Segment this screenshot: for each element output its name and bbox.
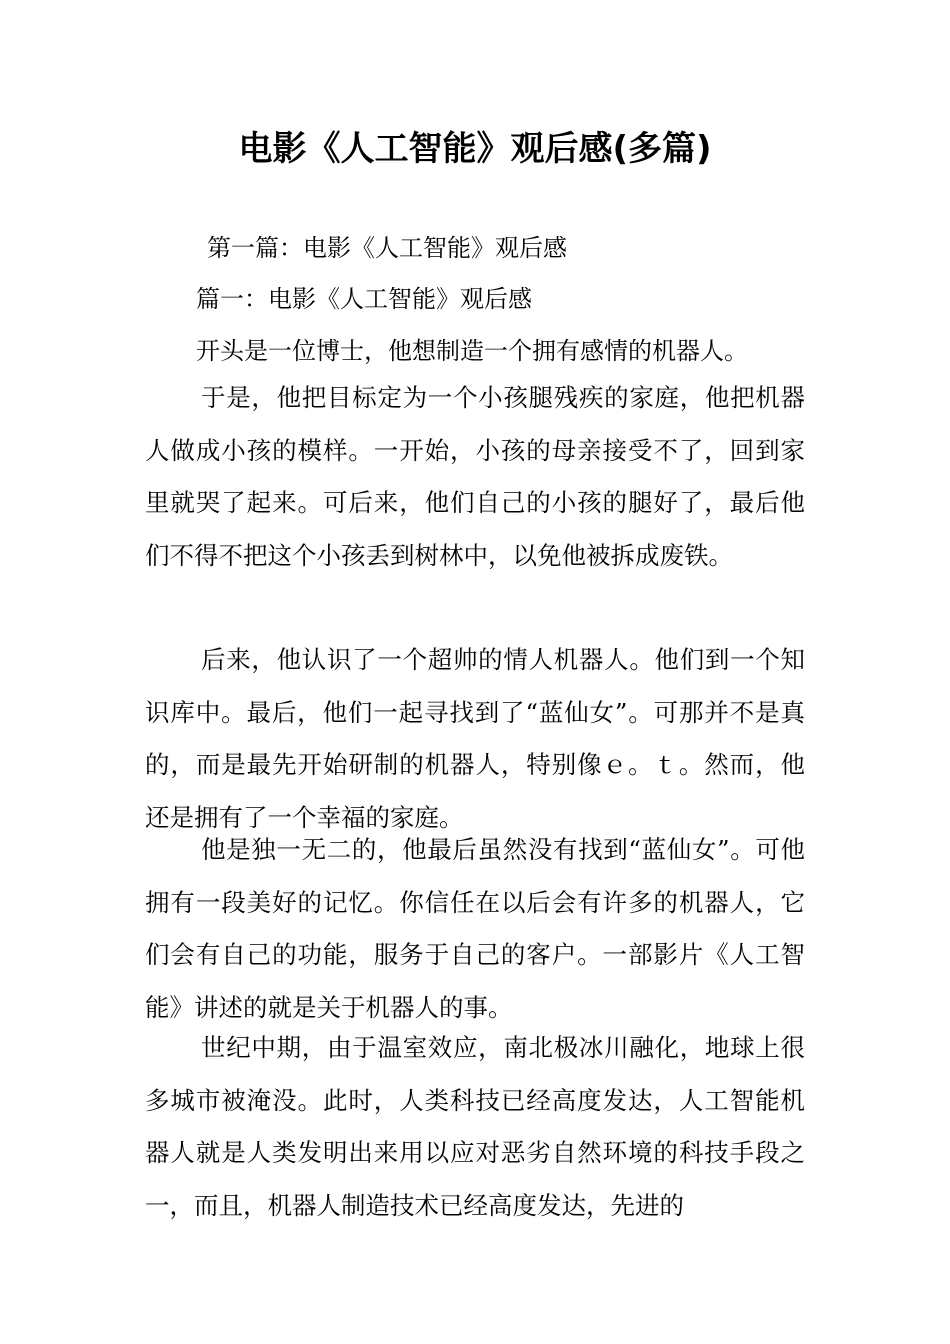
paragraph-2: 于是，他把目标定为一个小孩腿残疾的家庭，他把机器人做成小孩的模样。一开始，小孩的母亲接受不了，回到家里就哭了起来。可后来，他们自己的小孩的腿好了，最后他们不得不把这个小孩丢到树林中，以免他被拆成废铁。	[145, 383, 805, 570]
section-heading-2: 篇一：电影《人工智能》观后感	[196, 285, 532, 313]
section-heading-1: 第一篇：电影《人工智能》观后感	[207, 234, 567, 262]
paragraph-5: 世纪中期，由于温室效应，南北极冰川融化，地球上很多城市被淹没。此时，人类科技已经高度发达，人工智能机器人就是人类发明出来用以应对恶劣自然环境的科技手段之一，而且，机器人制造技术已经高度发达，先进的	[145, 1033, 805, 1220]
paragraph-1: 开头是一位博士，他想制造一个拥有感情的机器人。	[196, 337, 748, 365]
paragraph-4: 他是独一无二的，他最后虽然没有找到“蓝仙女”。可他拥有一段美好的记忆。你信任在以后会有许多的机器人，它们会有自己的功能，服务于自己的客户。一部影片《人工智能》讲述的就是关于机器人的事。	[145, 835, 805, 1022]
document-title: 电影《人工智能》观后感(多篇)	[238, 129, 712, 169]
paragraph-3: 后来，他认识了一个超帅的情人机器人。他们到一个知识库中。最后，他们一起寻找到了“蓝仙女”。可那并不是真的，而是最先开始研制的机器人，特别像ｅ。ｔ。然而，他还是拥有了一个幸福的家庭。	[145, 645, 805, 832]
